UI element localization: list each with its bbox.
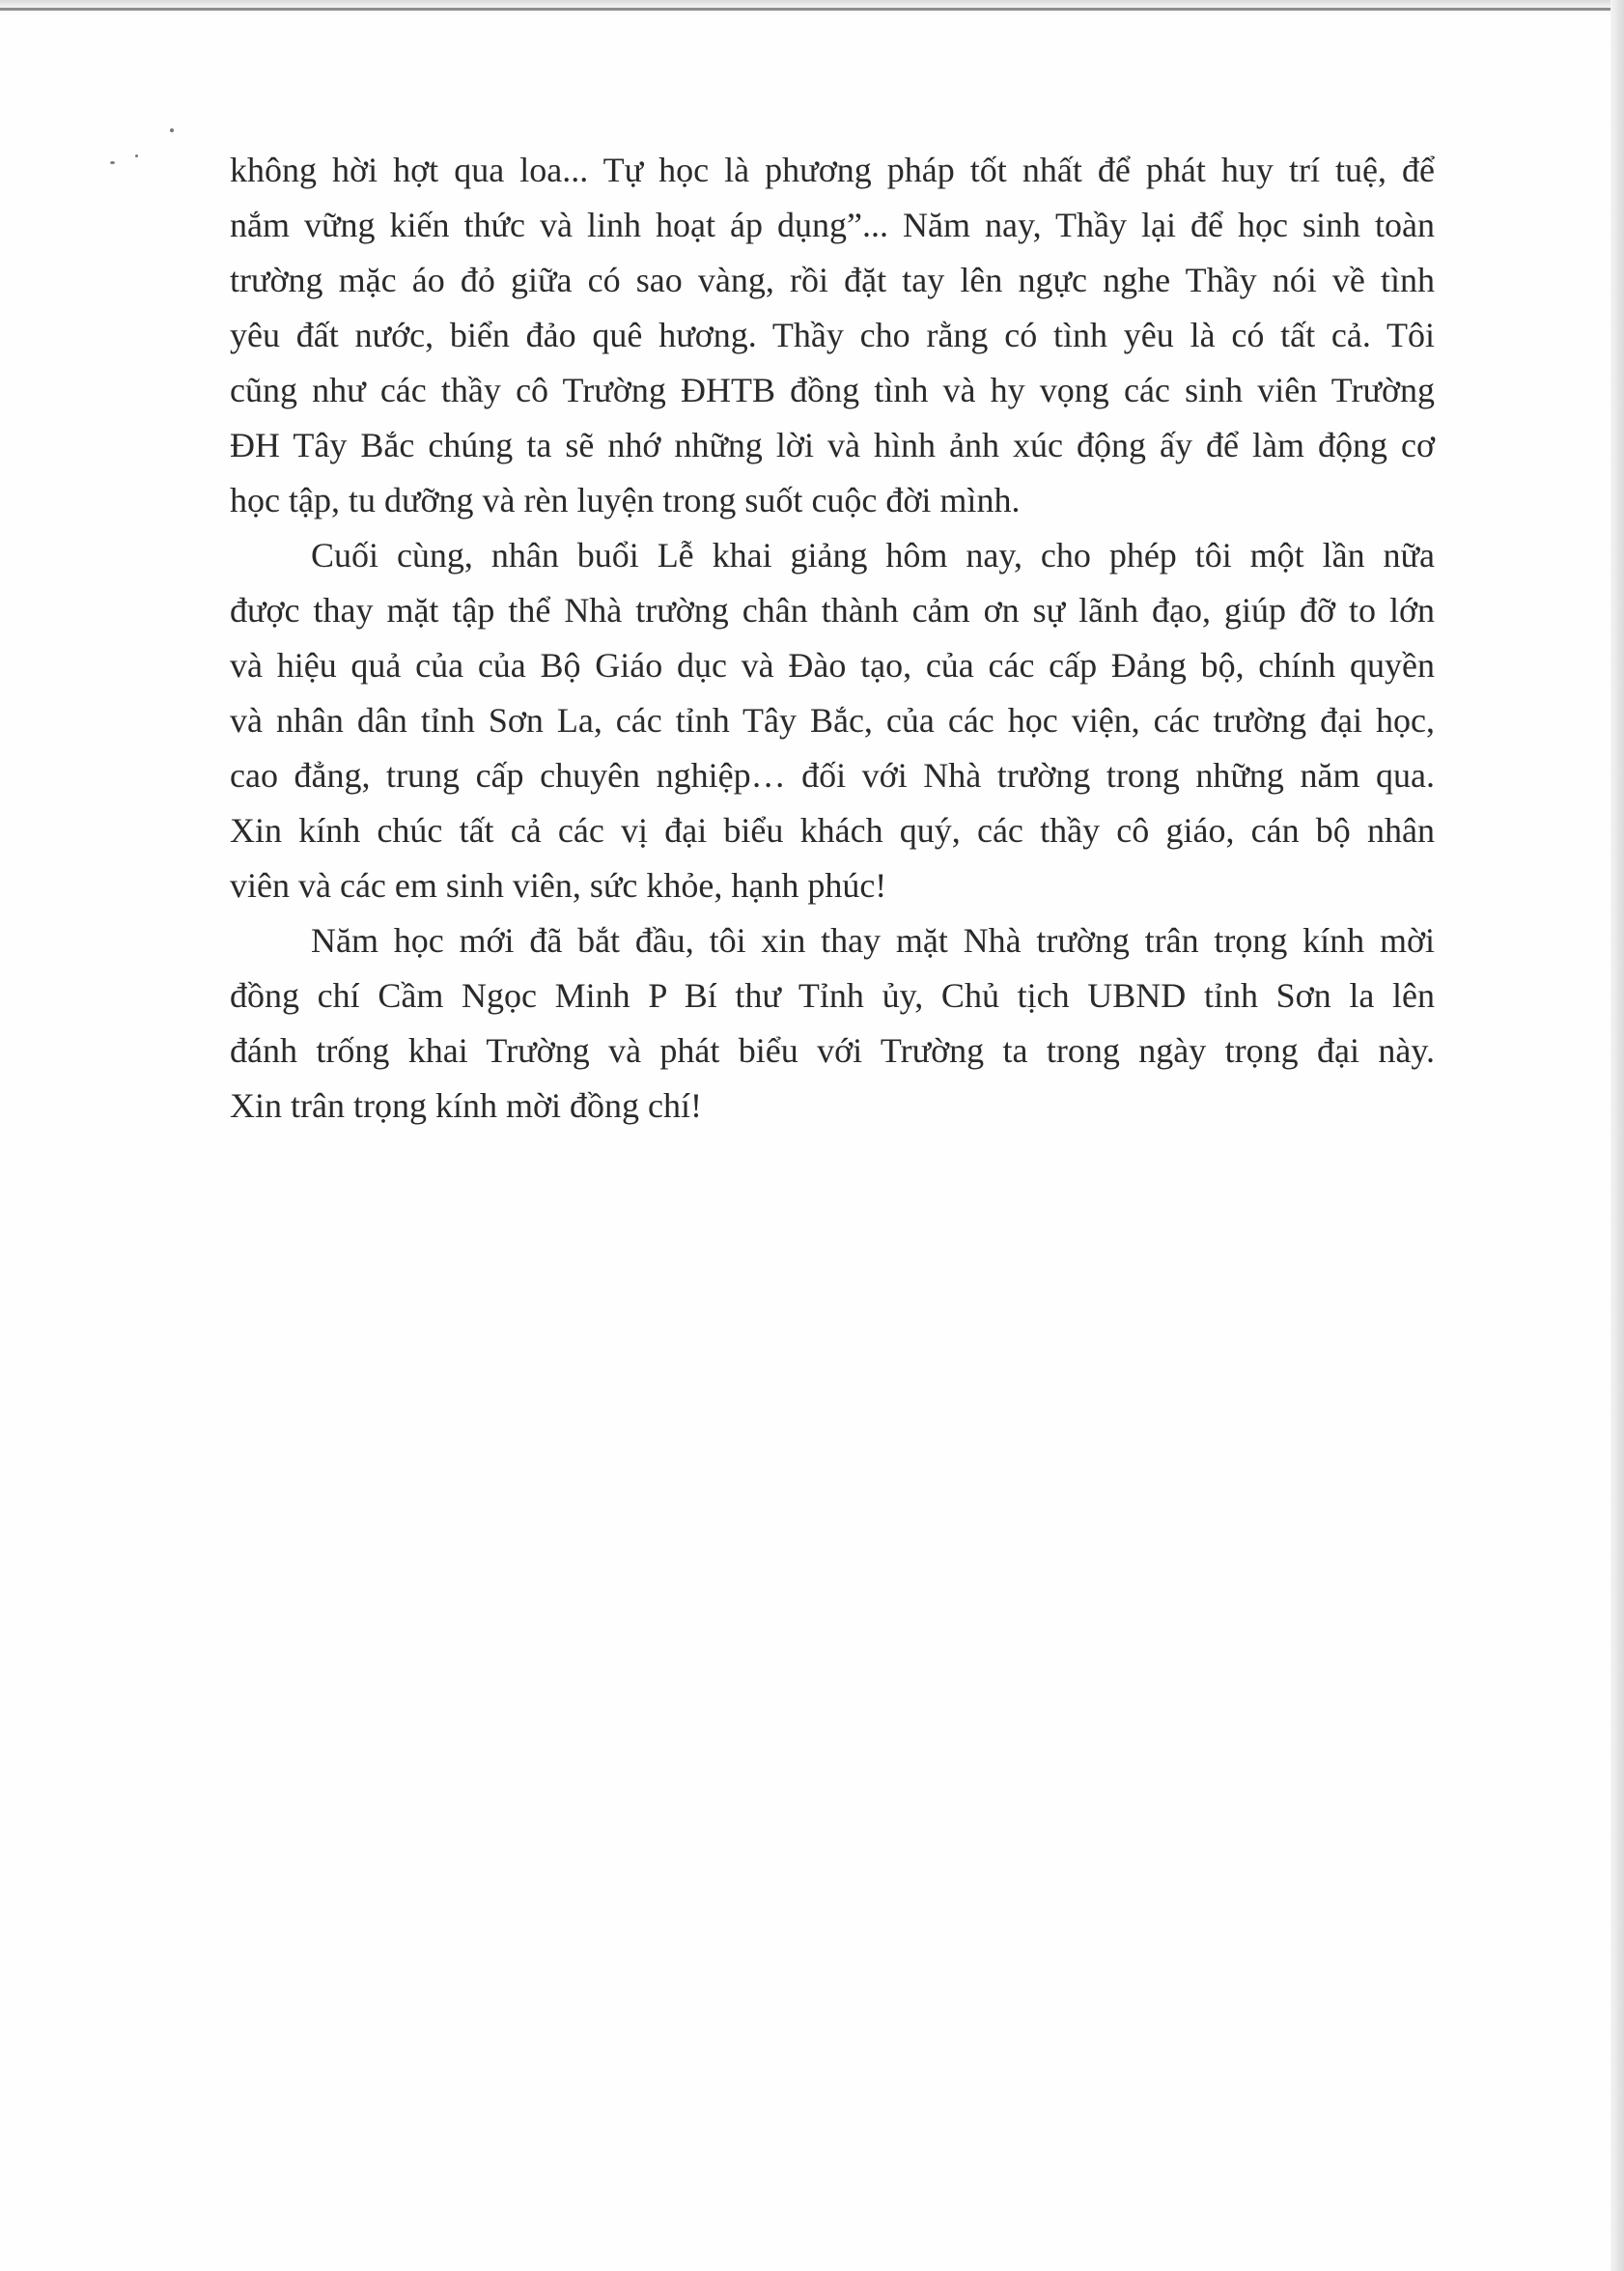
text-line: yêu đất nước, biển đảo quê hương. Thầy cho rằng có tình yêu là có tất cả. Tôi: [230, 316, 1435, 354]
scan-speck: [135, 154, 138, 157]
scan-speck: [170, 128, 174, 132]
text-line: không hời hợt qua loa... Tự học là phương pháp tốt nhất để phát huy trí tuệ, để: [230, 151, 1435, 189]
scan-right-edge: [1610, 0, 1624, 2271]
text-line: ĐH Tây Bắc chúng ta sẽ nhớ những lời và hình ảnh xúc động ấy để làm động cơ: [230, 426, 1435, 464]
text-line: Năm học mới đã bắt đầu, tôi xin thay mặt Nhà trường trân trọng kính mời: [311, 921, 1435, 960]
text-line: cũng như các thầy cô Trường ĐHTB đồng tình và hy vọng các sinh viên Trường: [230, 371, 1435, 409]
document-body: [230, 143, 1435, 1134]
text-line: đồng chí Cầm Ngọc Minh P Bí thư Tỉnh ủy, Chủ tịch UBND tỉnh Sơn la lên: [230, 976, 1435, 1015]
text-line: trường mặc áo đỏ giữa có sao vàng, rồi đặt tay lên ngực nghe Thầy nói về tình: [230, 261, 1435, 299]
text-line: nắm vững kiến thức và linh hoạt áp dụng”... Năm nay, Thầy lại để học sinh toàn: [230, 206, 1435, 244]
text-line: đánh trống khai Trường và phát biểu với Trường ta trong ngày trọng đại này.: [230, 1031, 1435, 1070]
text-line: học tập, tu dưỡng và rèn luyện trong suốt cuộc đời mình.: [230, 481, 1021, 519]
scan-speck: [110, 161, 115, 164]
text-line: viên và các em sinh viên, sức khỏe, hạnh phúc!: [230, 866, 887, 905]
text-line: Xin kính chúc tất cả các vị đại biểu khách quý, các thầy cô giáo, cán bộ nhân: [230, 811, 1435, 850]
text-line: và hiệu quả của của Bộ Giáo dục và Đào tạo, của các cấp Đảng bộ, chính quyền: [230, 646, 1435, 685]
text-line: Cuối cùng, nhân buổi Lễ khai giảng hôm nay, cho phép tôi một lần nữa: [311, 536, 1435, 575]
paragraph-invitation: [230, 913, 1435, 1134]
text-line: Xin trân trọng kính mời đồng chí!: [230, 1086, 702, 1125]
text-line: và nhân dân tỉnh Sơn La, các tỉnh Tây Bắc, của các học viện, các trường đại học,: [230, 701, 1435, 740]
paragraph-continuation: [230, 143, 1435, 528]
scan-top-border-line: [0, 8, 1624, 11]
text-line: cao đẳng, trung cấp chuyên nghiệp… đối với Nhà trường trong những năm qua.: [230, 756, 1435, 795]
paragraph-thanks: [230, 528, 1435, 913]
text-line: được thay mặt tập thể Nhà trường chân thành cảm ơn sự lãnh đạo, giúp đỡ to lớn: [230, 591, 1435, 630]
